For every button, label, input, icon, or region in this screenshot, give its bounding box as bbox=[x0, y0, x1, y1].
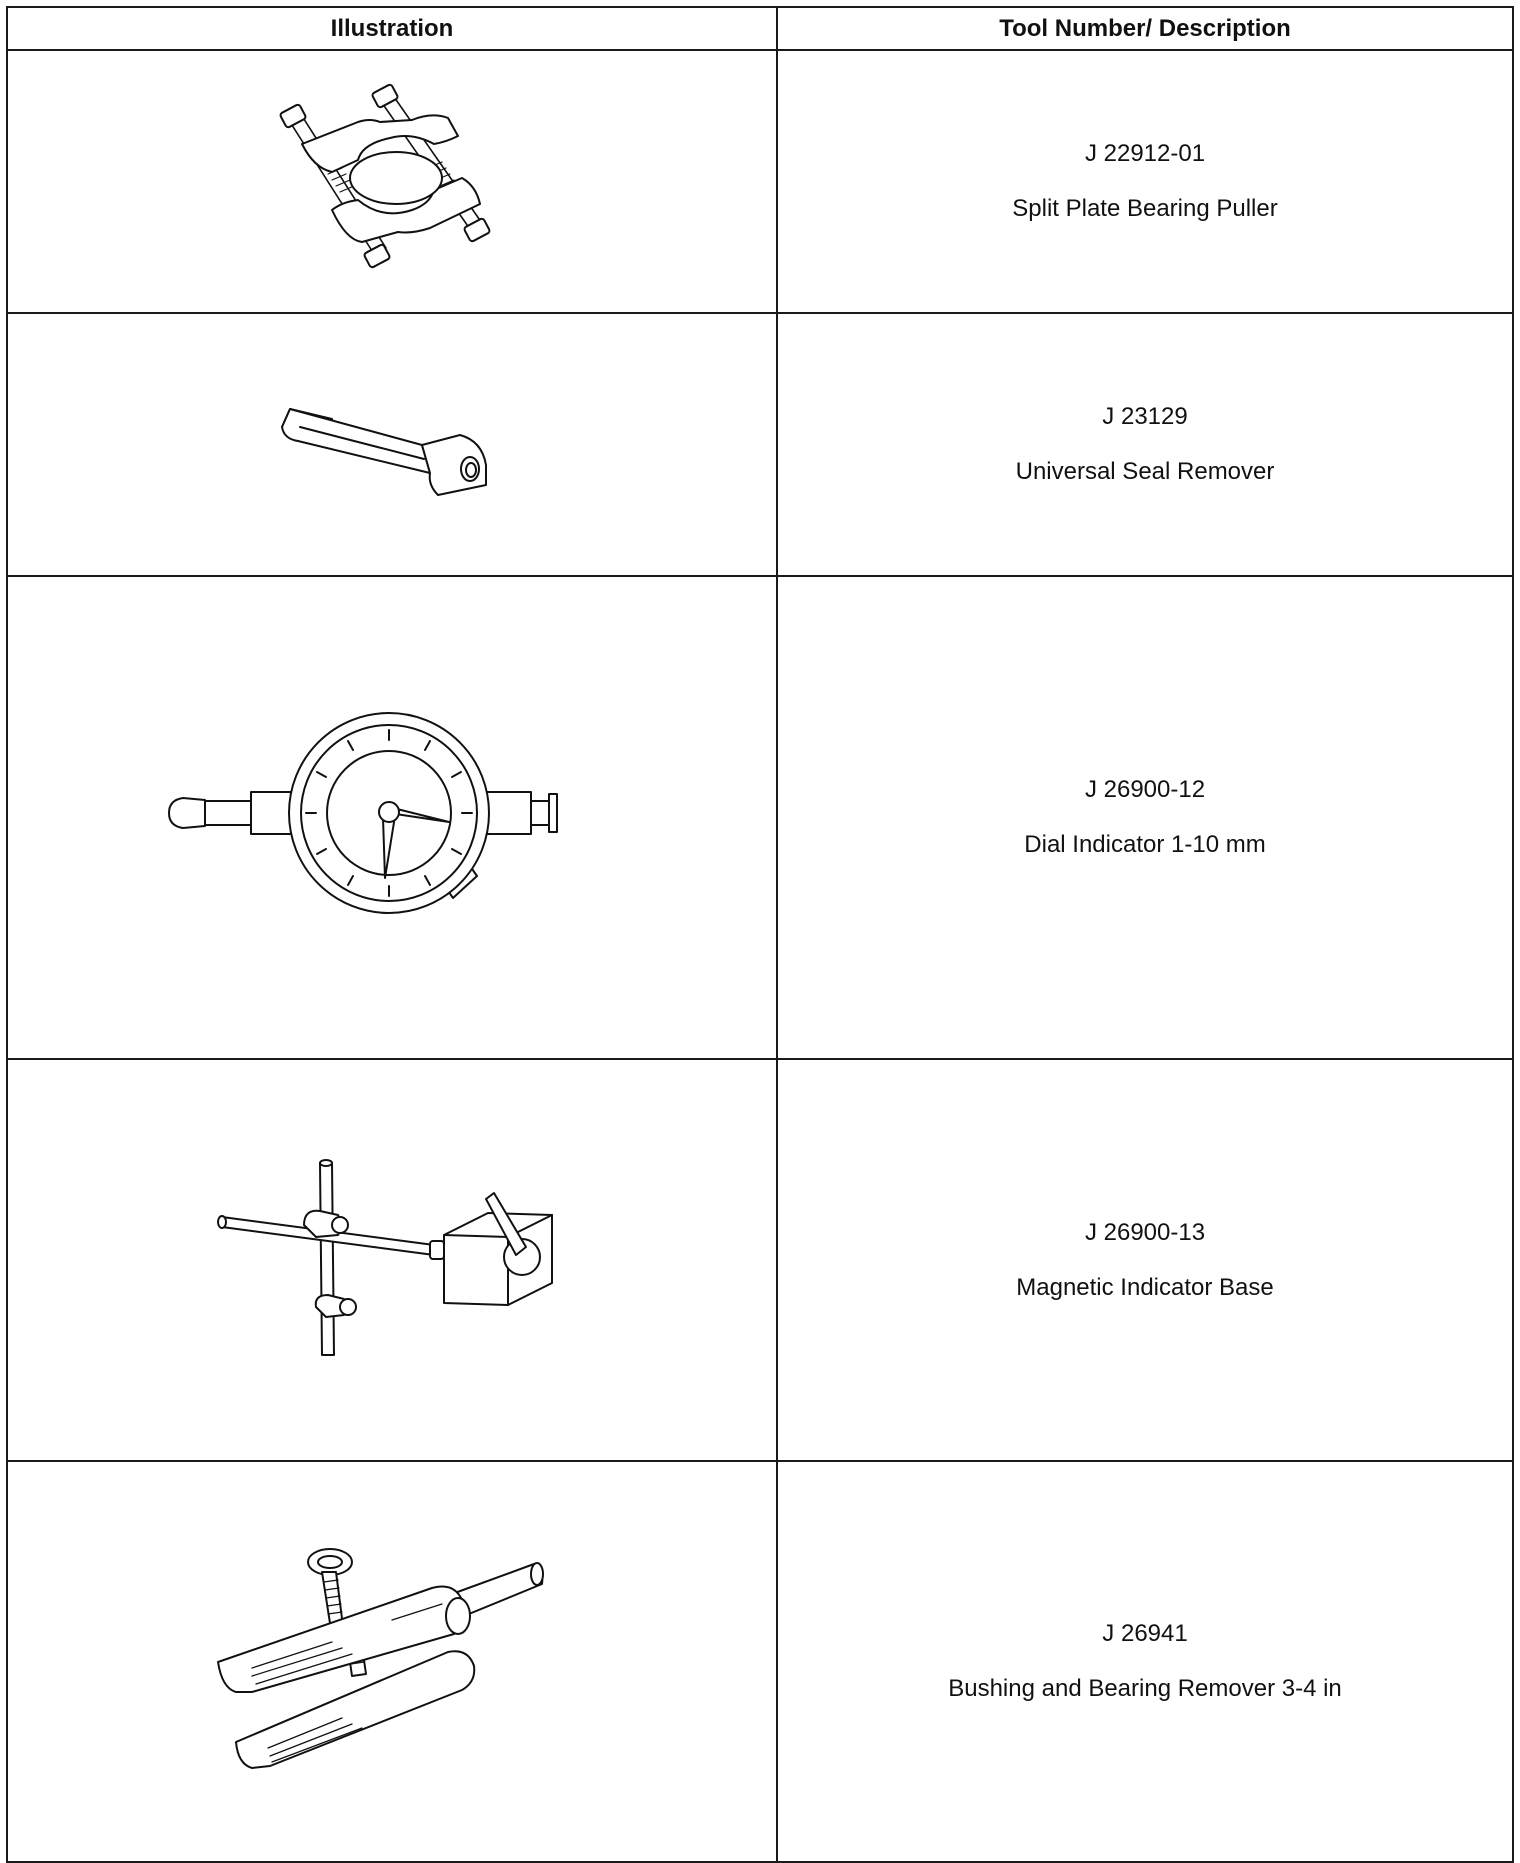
tool-info-cell bbox=[777, 576, 1513, 1059]
tool-description: Split Plate Bearing Puller bbox=[1012, 195, 1278, 222]
table-row bbox=[7, 1059, 1513, 1461]
magnetic-indicator-base-icon bbox=[212, 1155, 572, 1365]
tool-info-cell bbox=[777, 1461, 1513, 1862]
tool-number: J 22912-01 bbox=[1084, 140, 1206, 167]
tool-number: J 26900-13 bbox=[1084, 1218, 1206, 1246]
tool-info-cell bbox=[777, 1059, 1513, 1461]
universal-seal-remover-icon bbox=[272, 385, 512, 505]
dial-indicator-icon bbox=[157, 708, 627, 928]
tool-number: J 26900-12 bbox=[1084, 776, 1206, 803]
tool-description: Universal Seal Remover bbox=[1015, 458, 1275, 485]
header-illustration: Illustration bbox=[7, 7, 777, 50]
header-row bbox=[7, 7, 1513, 50]
tools-table bbox=[6, 6, 1514, 1863]
tool-number: J 26941 bbox=[1102, 1620, 1188, 1647]
tool-description: Magnetic Indicator Base bbox=[1016, 1273, 1274, 1301]
illustration-cell bbox=[7, 313, 777, 576]
bushing-bearing-remover-icon bbox=[212, 1542, 572, 1782]
tool-description: Dial Indicator 1-10 mm bbox=[1024, 831, 1266, 858]
tool-info-cell bbox=[777, 313, 1513, 576]
illustration-cell bbox=[7, 1461, 777, 1862]
header-tool-number-description: Tool Number/ Description bbox=[777, 7, 1513, 50]
table-row bbox=[7, 576, 1513, 1059]
tool-info-cell bbox=[777, 50, 1513, 313]
table-row bbox=[7, 313, 1513, 576]
illustration-cell bbox=[7, 576, 777, 1059]
illustration-cell bbox=[7, 50, 777, 313]
tool-description: Bushing and Bearing Remover 3-4 in bbox=[948, 1675, 1342, 1702]
table-row bbox=[7, 1461, 1513, 1862]
table-row bbox=[7, 50, 1513, 313]
tool-number: J 23129 bbox=[1102, 403, 1188, 430]
split-plate-bearing-puller-icon bbox=[262, 82, 522, 282]
illustration-cell bbox=[7, 1059, 777, 1461]
